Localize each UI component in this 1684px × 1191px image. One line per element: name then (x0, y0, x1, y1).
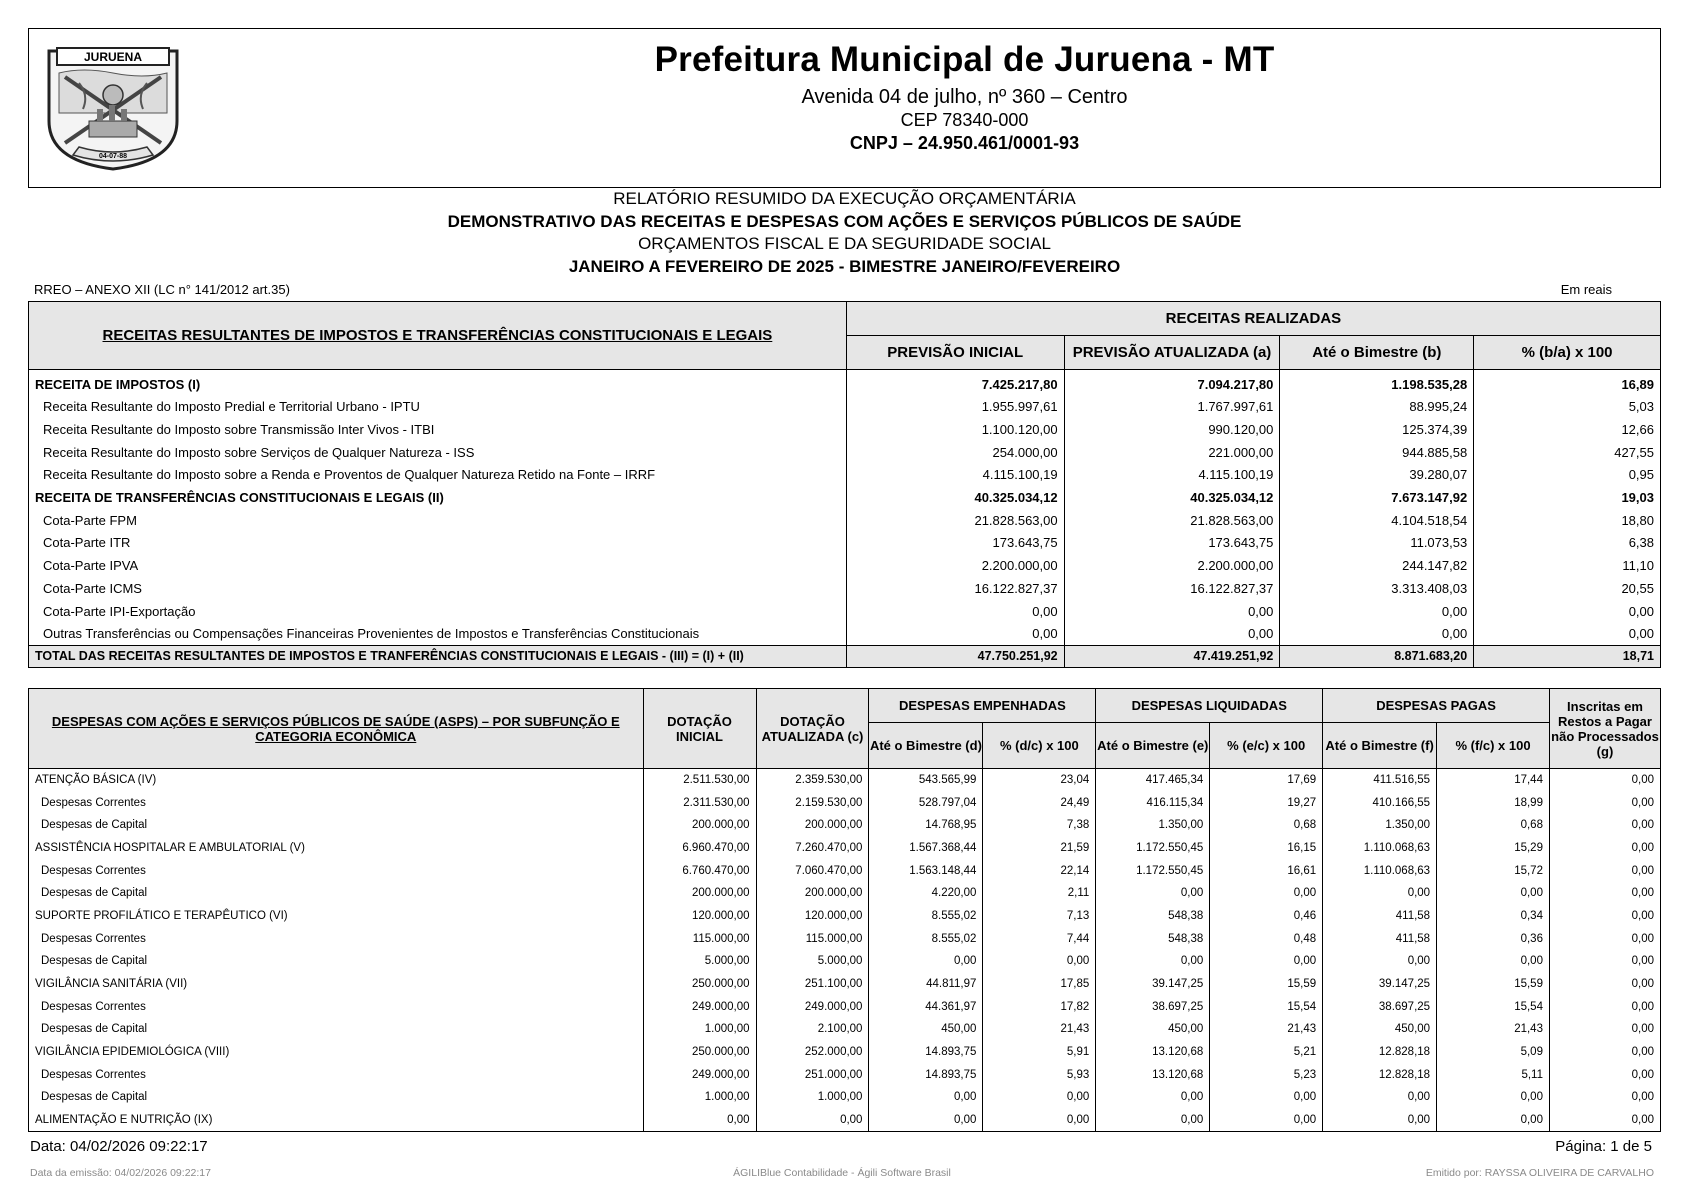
expense-row-label: Despesas Correntes (41, 1000, 146, 1013)
col-dotacao-atualizada: DOTAÇÃO ATUALIZADA (c) (756, 689, 869, 769)
expense-row-value: 8.555,02 (869, 905, 983, 928)
expense-row-value: 0,00 (1323, 1109, 1437, 1132)
revenue-row (29, 509, 1661, 532)
expense-row-value: 0,00 (1549, 995, 1660, 1018)
expense-row-value: 1.000,00 (643, 1086, 756, 1109)
revenue-row-value: 40.325.034,12 (846, 486, 1064, 509)
organization-cep: CEP 78340-000 (900, 110, 1029, 130)
expense-row-value: 0,00 (983, 950, 1096, 973)
expense-row-value: 7,38 (983, 814, 1096, 837)
revenue-row-label: Receita Resultante do Imposto sobre a Renda e Proventos de Qualquer Natureza Retido na Fonte – IRRF (43, 467, 656, 483)
expense-row-value: 250.000,00 (643, 973, 756, 996)
expense-row (29, 950, 1661, 973)
expense-row-value: 0,00 (869, 1109, 983, 1132)
expense-row-value: 252.000,00 (756, 1041, 869, 1064)
expense-row-value: 0,00 (1549, 1086, 1660, 1109)
revenue-row (29, 464, 1661, 487)
revenue-row-value: 990.120,00 (1064, 418, 1280, 441)
expense-row-value: 411,58 (1323, 905, 1437, 928)
expense-row-value: 8.555,02 (869, 927, 983, 950)
group-despesas-empenhadas: DESPESAS EMPENHADAS (869, 689, 1096, 723)
revenue-row-value: 7.425.217,80 (846, 370, 1064, 396)
organization-name: Prefeitura Municipal de Juruena - MT (654, 40, 1275, 79)
expense-row (29, 905, 1661, 928)
revenue-row-value: 244.147,82 (1280, 554, 1474, 577)
expense-row-value: 0,00 (1210, 1109, 1323, 1132)
expense-row-value: 7,13 (983, 905, 1096, 928)
expense-row-label: Despesas Correntes (41, 932, 146, 945)
expense-row-value: 417.465,34 (1096, 769, 1210, 792)
revenue-row-value: 0,95 (1474, 464, 1661, 487)
col-pagas-bimestre: Até o Bimestre (f) (1323, 723, 1437, 769)
expense-row-label: Despesas Correntes (41, 864, 146, 877)
revenue-row-value: 0,00 (1280, 622, 1474, 645)
municipal-crest-icon (43, 43, 183, 173)
expense-row-value: 19,27 (1210, 791, 1323, 814)
expense-row-value: 0,00 (643, 1109, 756, 1132)
revenue-row-label: Cota-Parte FPM (43, 512, 137, 528)
expense-row-value: 21,43 (1437, 1018, 1550, 1041)
expense-row-value: 450,00 (1323, 1018, 1437, 1041)
expense-row-value: 416.115,34 (1096, 791, 1210, 814)
footer-software: ÁGILIBlue Contabilidade - Ágili Software Brasil (733, 1167, 951, 1179)
expense-row-value: 15,72 (1437, 859, 1550, 882)
expense-row-value: 120.000,00 (643, 905, 756, 928)
revenue-group-header: RECEITAS REALIZADAS (846, 302, 1660, 336)
expense-row-value: 543.565,99 (869, 769, 983, 792)
expense-row-value: 15,29 (1437, 837, 1550, 860)
expense-row-value: 0,00 (1549, 882, 1660, 905)
expense-row-value: 0,00 (983, 1086, 1096, 1109)
col-liquidadas-bimestre: Até o Bimestre (e) (1096, 723, 1210, 769)
crest-name-text: JURUENA (83, 50, 143, 64)
expense-row-value: 0,00 (1549, 1109, 1660, 1132)
expense-row-value: 38.697,25 (1096, 995, 1210, 1018)
revenue-total-label: TOTAL DAS RECEITAS RESULTANTES DE IMPOSTOS E TRANFERÊNCIAS CONSTITUCIONAIS E LEGAIS - (III) = (I) + (II) (29, 645, 847, 668)
expense-row (29, 814, 1661, 837)
expense-row-value: 0,00 (1437, 1086, 1550, 1109)
annex-reference: RREO – ANEXO XII (LC n° 141/2012 art.35) (34, 282, 290, 297)
expense-row-value: 0,00 (1549, 837, 1660, 860)
revenue-row-value: 0,00 (1064, 600, 1280, 623)
expense-row-label: Despesas Correntes (41, 1068, 146, 1081)
expense-row-value: 17,69 (1210, 769, 1323, 792)
expense-row-value: 200.000,00 (643, 814, 756, 837)
expense-row-value: 12.828,18 (1323, 1063, 1437, 1086)
revenue-row-value: 88.995,24 (1280, 396, 1474, 419)
expense-row-label: Despesas de Capital (41, 955, 148, 968)
expense-row-value: 21,59 (983, 837, 1096, 860)
expense-row-value: 200.000,00 (643, 882, 756, 905)
revenue-row (29, 370, 1661, 396)
revenue-row-label: Outras Transferências ou Compensações Financeiras Provenientes de Impostos e Transferências Constitucionais (43, 625, 700, 641)
revenue-row-label: RECEITA DE IMPOSTOS (I) (35, 377, 201, 393)
expense-row-value: 0,00 (1549, 950, 1660, 973)
expense-row-value: 548,38 (1096, 905, 1210, 928)
expense-row-value: 7,44 (983, 927, 1096, 950)
revenue-row-value: 4.104.518,54 (1280, 509, 1474, 532)
expense-row-label: Despesas de Capital (41, 1091, 148, 1104)
expense-row-value: 0,00 (1210, 1086, 1323, 1109)
col-percent: % (b/a) x 100 (1474, 336, 1661, 370)
revenue-row-value: 39.280,07 (1280, 464, 1474, 487)
expense-row-value: 0,46 (1210, 905, 1323, 928)
expense-row-value: 0,00 (1210, 882, 1323, 905)
expense-row-value: 0,00 (1323, 950, 1437, 973)
revenue-row-label: RECEITA DE TRANSFERÊNCIAS CONSTITUCIONAIS E LEGAIS (II) (35, 490, 444, 506)
expense-row-value: 0,00 (1549, 973, 1660, 996)
expense-row (29, 1109, 1661, 1132)
expense-row-value: 200.000,00 (756, 814, 869, 837)
col-pagas-percent: % (f/c) x 100 (1437, 723, 1550, 769)
expense-row-value: 5.000,00 (756, 950, 869, 973)
expense-row-value: 1.000,00 (643, 1018, 756, 1041)
revenue-row-label: Cota-Parte ICMS (43, 580, 142, 596)
expense-row-label: Despesas de Capital (41, 1023, 148, 1036)
expense-row-value: 251.100,00 (756, 973, 869, 996)
expense-row-value: 0,00 (1549, 1063, 1660, 1086)
revenue-row-value: 254.000,00 (846, 441, 1064, 464)
expense-row-value: 5,91 (983, 1041, 1096, 1064)
expense-row-value: 5,23 (1210, 1063, 1323, 1086)
revenue-row (29, 532, 1661, 555)
expense-row-value: 0,00 (1210, 950, 1323, 973)
revenue-row-value: 6,38 (1474, 532, 1661, 555)
report-period: JANEIRO A FEVEREIRO DE 2025 - BIMESTRE JANEIRO/FEVEREIRO (568, 256, 1121, 276)
col-previsao-inicial: PREVISÃO INICIAL (846, 336, 1064, 370)
expense-table-body (29, 769, 1661, 1132)
revenue-row-value: 0,00 (1064, 622, 1280, 645)
expense-row-value: 14.893,75 (869, 1063, 983, 1086)
revenue-row-value: 0,00 (1474, 622, 1661, 645)
expense-row-value: 249.000,00 (643, 995, 756, 1018)
expense-row-value: 0,00 (869, 1086, 983, 1109)
expense-row-label: Despesas de Capital (41, 887, 148, 900)
expense-row-value: 0,00 (1437, 1109, 1550, 1132)
revenue-table (28, 301, 1661, 668)
revenue-row-value: 0,00 (846, 622, 1064, 645)
expense-row-value: 12.828,18 (1323, 1041, 1437, 1064)
revenue-row-value: 1.767.997,61 (1064, 396, 1280, 419)
group-despesas-liquidadas: DESPESAS LIQUIDADAS (1096, 689, 1323, 723)
footer-emission-date: Data da emissão: 04/02/2026 09:22:17 (30, 1167, 211, 1179)
expense-row-value: 0,68 (1210, 814, 1323, 837)
expense-row-value: 21,43 (983, 1018, 1096, 1041)
revenue-row-value: 1.100.120,00 (846, 418, 1064, 441)
expense-row-label: VIGILÂNCIA SANITÁRIA (VII) (35, 978, 188, 991)
revenue-row (29, 577, 1661, 600)
expense-row (29, 1086, 1661, 1109)
expense-row (29, 1063, 1661, 1086)
expense-row-value: 15,54 (1210, 995, 1323, 1018)
report-title: RELATÓRIO RESUMIDO DA EXECUÇÃO ORÇAMENTÁRIA (613, 189, 1076, 208)
revenue-total-row (29, 645, 1661, 668)
organization-cnpj: CNPJ – 24.950.461/0001-93 (849, 133, 1080, 153)
col-dotacao-inicial: DOTAÇÃO INICIAL (643, 689, 756, 769)
expense-row-value: 115.000,00 (643, 927, 756, 950)
revenue-row-value: 5,03 (1474, 396, 1661, 419)
expense-row-value: 0,00 (1437, 950, 1550, 973)
revenue-row-value: 40.325.034,12 (1064, 486, 1280, 509)
expense-row-value: 0,00 (1096, 1109, 1210, 1132)
expense-row-value: 0,00 (756, 1109, 869, 1132)
expense-row-value: 1.563.148,44 (869, 859, 983, 882)
revenue-row (29, 441, 1661, 464)
expense-row-value: 0,48 (1210, 927, 1323, 950)
revenue-row-label: Receita Resultante do Imposto Predial e Territorial Urbano - IPTU (43, 399, 420, 415)
revenue-row-value: 11,10 (1474, 554, 1661, 577)
revenue-row-value: 0,00 (846, 600, 1064, 623)
revenue-row-value: 18,80 (1474, 509, 1661, 532)
revenue-table-body (29, 370, 1661, 668)
expense-row-value: 0,00 (1549, 859, 1660, 882)
footer-issued-by: Emitido por: RAYSSA OLIVEIRA DE CARVALHO (1425, 1167, 1654, 1179)
expense-row-value: 548,38 (1096, 927, 1210, 950)
expense-row-value: 2.511.530,00 (643, 769, 756, 792)
expense-title-header: DESPESAS COM AÇÕES E SERVIÇOS PÚBLICOS DE SAÚDE (ASPS) – POR SUBFUNÇÃO E CATEGORIA ECONÔMICA (29, 689, 644, 769)
col-previsao-atualizada: PREVISÃO ATUALIZADA (a) (1064, 336, 1280, 370)
expense-row-value: 7.060.470,00 (756, 859, 869, 882)
col-liquidadas-percent: % (e/c) x 100 (1210, 723, 1323, 769)
expense-row-value: 6.960.470,00 (643, 837, 756, 860)
expense-row-value: 15,59 (1437, 973, 1550, 996)
expense-row-value: 2.311.530,00 (643, 791, 756, 814)
expense-row-value: 1.172.550,45 (1096, 859, 1210, 882)
expense-row-value: 4.220,00 (869, 882, 983, 905)
revenue-row-value: 20,55 (1474, 577, 1661, 600)
expense-row-value: 2,11 (983, 882, 1096, 905)
expense-row-value: 17,85 (983, 973, 1096, 996)
expense-row-label: Despesas Correntes (41, 796, 146, 809)
expense-row-value: 1.350,00 (1096, 814, 1210, 837)
revenue-row (29, 554, 1661, 577)
expense-row-value: 2.159.530,00 (756, 791, 869, 814)
revenue-row-label: Cota-Parte IPVA (43, 558, 139, 574)
revenue-row-value: 2.200.000,00 (1064, 554, 1280, 577)
revenue-row-value: 11.073,53 (1280, 532, 1474, 555)
expense-row-value: 115.000,00 (756, 927, 869, 950)
revenue-row-value: 19,03 (1474, 486, 1661, 509)
expense-row-value: 14.768,95 (869, 814, 983, 837)
expense-row-value: 0,36 (1437, 927, 1550, 950)
revenue-row-value: 4.115.100,19 (846, 464, 1064, 487)
expense-row-value: 15,59 (1210, 973, 1323, 996)
expense-row-value: 450,00 (869, 1018, 983, 1041)
revenue-row (29, 600, 1661, 623)
expense-row-value: 18,99 (1437, 791, 1550, 814)
expense-row-value: 39.147,25 (1323, 973, 1437, 996)
expense-row-value: 0,00 (1096, 1086, 1210, 1109)
expense-row-value: 0,00 (1549, 905, 1660, 928)
report-titles (28, 188, 1661, 278)
expense-row-value: 0,00 (1096, 882, 1210, 905)
expense-row-value: 21,43 (1210, 1018, 1323, 1041)
revenue-row-value: 16,89 (1474, 370, 1661, 396)
revenue-row-value: 7.094.217,80 (1064, 370, 1280, 396)
col-empenhadas-percent: % (d/c) x 100 (983, 723, 1096, 769)
expense-row-label: SUPORTE PROFILÁTICO E TERAPÊUTICO (VI) (35, 909, 288, 922)
expense-row-value: 39.147,25 (1096, 973, 1210, 996)
expense-row (29, 927, 1661, 950)
expense-row-value: 23,04 (983, 769, 1096, 792)
revenue-row-value: 21.828.563,00 (846, 509, 1064, 532)
revenue-row-value: 125.374,39 (1280, 418, 1474, 441)
expense-row-value: 411.516,55 (1323, 769, 1437, 792)
expense-row-label: ATENÇÃO BÁSICA (IV) (35, 774, 157, 787)
expense-row-value: 17,44 (1437, 769, 1550, 792)
expense-row-value: 1.350,00 (1323, 814, 1437, 837)
expense-row-value: 0,00 (983, 1109, 1096, 1132)
expense-row-value: 22,14 (983, 859, 1096, 882)
expense-row-value: 0,34 (1437, 905, 1550, 928)
revenue-row-label: Cota-Parte ITR (43, 535, 131, 551)
expense-row (29, 995, 1661, 1018)
expense-row (29, 769, 1661, 792)
expense-row (29, 859, 1661, 882)
expense-row-value: 0,00 (1549, 1041, 1660, 1064)
revenue-title-header: RECEITAS RESULTANTES DE IMPOSTOS E TRANSFERÊNCIAS CONSTITUCIONAIS E LEGAIS (29, 302, 847, 370)
letterhead (28, 28, 1661, 188)
expense-row-value: 120.000,00 (756, 905, 869, 928)
expense-row-value: 0,00 (1323, 1086, 1437, 1109)
expense-row-value: 44.811,97 (869, 973, 983, 996)
expense-row-value: 17,82 (983, 995, 1096, 1018)
revenue-row-value: 221.000,00 (1064, 441, 1280, 464)
expense-row-value: 1.110.068,63 (1323, 837, 1437, 860)
expense-row-label: ALIMENTAÇÃO E NUTRIÇÃO (IX) (35, 1113, 213, 1126)
expense-row-value: 249.000,00 (756, 995, 869, 1018)
revenue-row-value: 16.122.827,37 (846, 577, 1064, 600)
report-scope: ORÇAMENTOS FISCAL E DA SEGURIDADE SOCIAL (638, 234, 1051, 253)
report-subtitle: DEMONSTRATIVO DAS RECEITAS E DESPESAS COM AÇÕES E SERVIÇOS PÚBLICOS DE SAÚDE (447, 211, 1242, 231)
expense-row-value: 1.000,00 (756, 1086, 869, 1109)
expense-row (29, 837, 1661, 860)
expense-row-label: VIGILÂNCIA EPIDEMIOLÓGICA (VIII) (35, 1046, 230, 1059)
expense-row-value: 528.797,04 (869, 791, 983, 814)
expense-row-value: 44.361,97 (869, 995, 983, 1018)
expense-row (29, 1041, 1661, 1064)
revenue-row-label: Receita Resultante do Imposto sobre Transmissão Inter Vivos - ITBI (43, 422, 435, 438)
expense-row-value: 24,49 (983, 791, 1096, 814)
expense-row-value: 13.120,68 (1096, 1041, 1210, 1064)
expense-row-value: 2.359.530,00 (756, 769, 869, 792)
organization-address: Avenida 04 de julho, nº 360 – Centro (801, 86, 1128, 108)
revenue-row-value: 173.643,75 (846, 532, 1064, 555)
revenue-row-value: 427,55 (1474, 441, 1661, 464)
revenue-total-value: 18,71 (1474, 645, 1661, 668)
expense-row-value: 250.000,00 (643, 1041, 756, 1064)
expense-row-value: 15,54 (1437, 995, 1550, 1018)
expense-row-value: 0,00 (1549, 927, 1660, 950)
expense-row (29, 791, 1661, 814)
revenue-row (29, 418, 1661, 441)
revenue-row-value: 173.643,75 (1064, 532, 1280, 555)
expense-row-value: 5,11 (1437, 1063, 1550, 1086)
crest-date-text: 04-07-88 (98, 153, 128, 160)
expense-row-value: 0,00 (1549, 769, 1660, 792)
expense-row-value: 0,00 (1549, 1018, 1660, 1041)
expense-row-value: 1.567.368,44 (869, 837, 983, 860)
expense-row-value: 0,00 (869, 950, 983, 973)
col-inscritas-restos: Inscritas em Restos a Pagar não Processados (g) (1549, 689, 1660, 769)
revenue-row-value: 0,00 (1280, 600, 1474, 623)
expense-table (28, 688, 1661, 1132)
expense-row-value: 249.000,00 (643, 1063, 756, 1086)
revenue-row-value: 2.200.000,00 (846, 554, 1064, 577)
expense-row-value: 450,00 (1096, 1018, 1210, 1041)
expense-row-value: 7.260.470,00 (756, 837, 869, 860)
expense-row-value: 16,15 (1210, 837, 1323, 860)
revenue-total-value: 8.871.683,20 (1280, 645, 1474, 668)
footer-date: Data: 04/02/2026 09:22:17 (30, 1138, 208, 1155)
revenue-total-value: 47.419.251,92 (1064, 645, 1280, 668)
expense-row-value: 5.000,00 (643, 950, 756, 973)
expense-row (29, 1018, 1661, 1041)
revenue-row-label: Receita Resultante do Imposto sobre Serviços de Qualquer Natureza - ISS (43, 444, 475, 460)
revenue-row (29, 622, 1661, 645)
expense-row-value: 38.697,25 (1323, 995, 1437, 1018)
revenue-row-value: 1.198.535,28 (1280, 370, 1474, 396)
revenue-row-value: 12,66 (1474, 418, 1661, 441)
expense-row-value: 6.760.470,00 (643, 859, 756, 882)
annex-line (34, 282, 1654, 297)
expense-row-value: 200.000,00 (756, 882, 869, 905)
expense-row-label: ASSISTÊNCIA HOSPITALAR E AMBULATORIAL (V) (35, 841, 305, 854)
expense-row-value: 0,00 (1549, 814, 1660, 837)
revenue-row (29, 486, 1661, 509)
expense-row-value: 251.000,00 (756, 1063, 869, 1086)
group-despesas-pagas: DESPESAS PAGAS (1323, 689, 1550, 723)
expense-row-value: 0,00 (1549, 791, 1660, 814)
revenue-row-value: 7.673.147,92 (1280, 486, 1474, 509)
revenue-row-label: Cota-Parte IPI-Exportação (43, 603, 196, 619)
revenue-row (29, 396, 1661, 419)
footer-page-number: Página: 1 de 5 (1555, 1138, 1652, 1155)
revenue-row-value: 0,00 (1474, 600, 1661, 623)
expense-row (29, 882, 1661, 905)
revenue-row-value: 4.115.100,19 (1064, 464, 1280, 487)
expense-row-value: 410.166,55 (1323, 791, 1437, 814)
expense-row-value: 1.172.550,45 (1096, 837, 1210, 860)
expense-row-value: 2.100,00 (756, 1018, 869, 1041)
expense-row-value: 0,00 (1437, 882, 1550, 905)
revenue-row-value: 944.885,58 (1280, 441, 1474, 464)
revenue-row-value: 3.313.408,03 (1280, 577, 1474, 600)
expense-row-label: Despesas de Capital (41, 819, 148, 832)
revenue-row-value: 1.955.997,61 (846, 396, 1064, 419)
expense-row-value: 5,93 (983, 1063, 1096, 1086)
expense-row-value: 16,61 (1210, 859, 1323, 882)
expense-row-value: 0,00 (1323, 882, 1437, 905)
expense-row-value: 0,68 (1437, 814, 1550, 837)
col-empenhadas-bimestre: Até o Bimestre (d) (869, 723, 983, 769)
expense-row-value: 411,58 (1323, 927, 1437, 950)
col-ate-bimestre: Até o Bimestre (b) (1280, 336, 1474, 370)
revenue-row-value: 21.828.563,00 (1064, 509, 1280, 532)
revenue-row-value: 16.122.827,37 (1064, 577, 1280, 600)
expense-row (29, 973, 1661, 996)
expense-row-value: 0,00 (1096, 950, 1210, 973)
units-label: Em reais (1560, 282, 1612, 297)
expense-row-value: 5,21 (1210, 1041, 1323, 1064)
expense-row-value: 1.110.068,63 (1323, 859, 1437, 882)
expense-row-value: 14.893,75 (869, 1041, 983, 1064)
revenue-total-value: 47.750.251,92 (846, 645, 1064, 668)
expense-row-value: 5,09 (1437, 1041, 1550, 1064)
expense-row-value: 13.120,68 (1096, 1063, 1210, 1086)
